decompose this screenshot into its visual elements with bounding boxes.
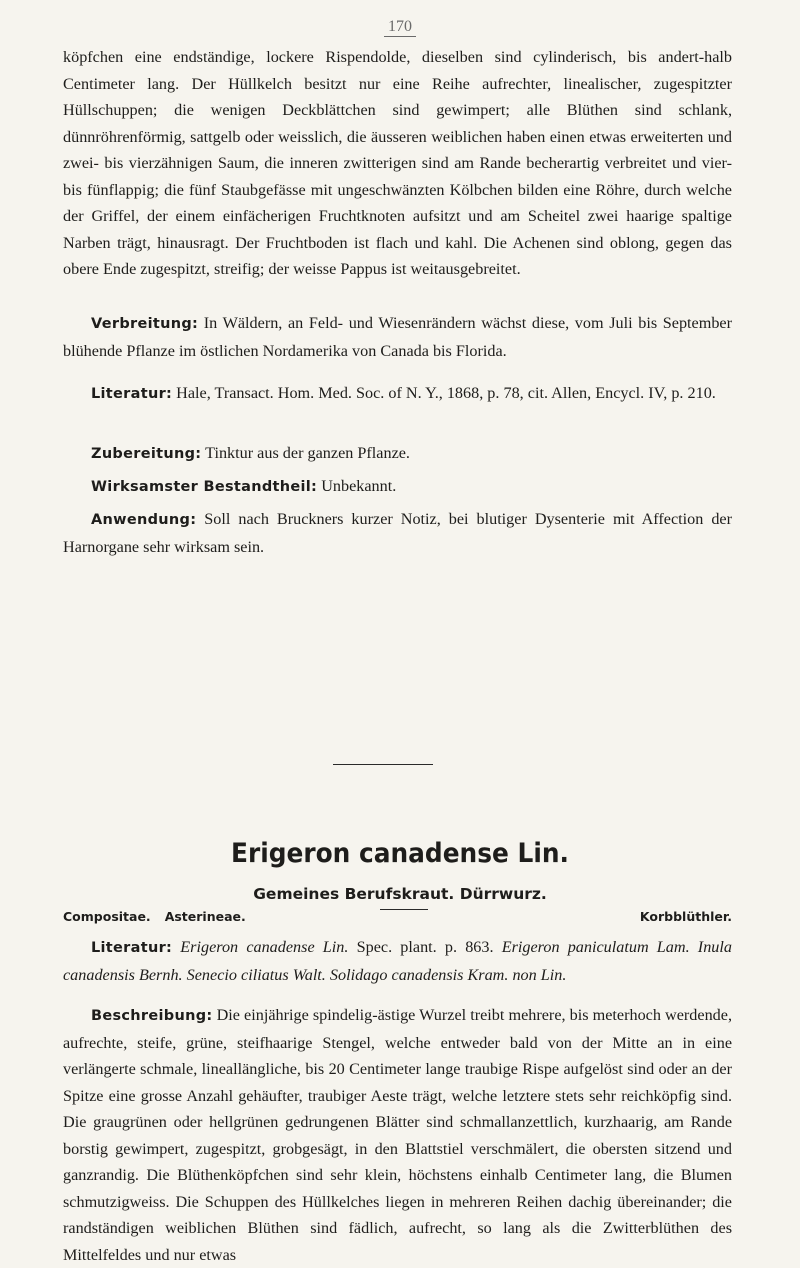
description-paragraph bbox=[63, 44, 732, 283]
verbreitung-section bbox=[63, 310, 732, 364]
group-label: Korbblüthler. bbox=[639, 909, 732, 924]
bestandtheil-text: Unbekannt. bbox=[321, 477, 397, 495]
synonym-reference: Spec. plant. p. 863. bbox=[348, 938, 502, 956]
beschreibung-label: Beschreibung: bbox=[91, 1008, 213, 1024]
tribe-label: Asterineae. bbox=[164, 909, 246, 924]
verbreitung-label: Verbreitung: bbox=[91, 316, 199, 332]
entry-subtitle: Gemeines Berufskraut. Dürrwurz. bbox=[253, 885, 547, 903]
literatur-text: Hale, Transact. Hom. Med. Soc. of N. Y., 1868, p. 78, cit. Allen, Encycl. IV, p. 210. bbox=[176, 384, 716, 402]
zubereitung-text: Tinktur aus der ganzen Pflanze. bbox=[205, 444, 410, 462]
entry-title: Erigeron canadense Lin. bbox=[230, 838, 569, 869]
literatur-section bbox=[63, 380, 732, 408]
zubereitung-section bbox=[63, 440, 732, 468]
zubereitung-label: Zubereitung: bbox=[91, 446, 202, 462]
anwendung-section bbox=[63, 506, 732, 560]
bestandtheil-section bbox=[63, 473, 732, 501]
family-label: Compositae. bbox=[63, 909, 151, 924]
bestandtheil-label: Wirksamster Bestandtheil: bbox=[91, 479, 318, 495]
description-text: köpfchen eine endständige, lockere Rispendolde, dieselben sind cylinderisch, bis andert-halb Centimeter lang. Der Hüllkelch besitzt nur eine Reihe aufrechter, linealischer, zugespitzter Hüllschuppen; die wenigen Deckblättchen sind gewimpert; alle Blüthen sind schlank, dünnröhrenförmig, sattgelb oder weisslich, die äusseren weiblichen haben einen etwas erweiterten und zwei- bis vierzähnigen Saum, die inneren zwitterigen sind am Rande becherartig verbreitet und vier- bis fünflappig; die fünf Staubgefässe mit ungeschwänzten Kölbchen bilden eine Röhre, durch welche der Griffel, der einem einfächerigen Fruchtknoten aufsitzt und am Scheitel zwei haarige spaltige Narben trägt, hinausragt. Der Fruchtboden ist flach und kahl. Die Achenen sind oblong, gegen das obere Ende zugespitzt, streifig; der weisse Pappus ist weitausgebreitet. bbox=[63, 48, 732, 278]
classification-row bbox=[63, 909, 732, 924]
classification-rule bbox=[380, 909, 428, 924]
verbreitung-text: In Wäldern, an Feld- und Wiesenrändern wächst diese, vom Juli bis September blühende Pflanze im östlichen Nordamerika von Canada bis Florida. bbox=[63, 314, 732, 360]
section-divider bbox=[333, 764, 433, 765]
anwendung-label: Anwendung: bbox=[91, 512, 197, 528]
synonym-primary: Erigeron canadense Lin. bbox=[180, 938, 349, 956]
synonym-list: Erigeron paniculatum Lam. Inula canadensis Bernh. Senecio ciliatus Walt. Solidago canadensis Kram. non Lin. bbox=[63, 938, 732, 984]
anwendung-text: Soll nach Bruckners kurzer Notiz, bei blutiger Dysenterie mit Affection der Harnorgane sehr wirksam sein. bbox=[63, 510, 732, 556]
entry-literatur-label: Literatur: bbox=[91, 940, 173, 956]
beschreibung-section bbox=[63, 1002, 732, 1268]
literatur-label: Literatur: bbox=[91, 386, 173, 402]
entry-literatur-section bbox=[63, 934, 732, 988]
page-number: 170 bbox=[0, 18, 800, 37]
beschreibung-text: Die einjährige spindelig-ästige Wurzel treibt mehrere, bis meterhoch werdende, aufrechte, steife, grüne, steifhaarige Stengel, welche entweder bald von der Mitte an in eine verlängerte schmale, lineallängliche, bis 20 Centimeter lange traubige Rispe aufgelöst sind oder an der Spitze eine grosse Anzahl gehäufter, traubiger Aeste trägt, welche letztere stets sehr reichköpfig sind. Die graugrünen oder hellgrünen gedrungenen Blätter sind schmallanzettlich, kurzhaarig, am Rande borstig gewimpert, zugespitzt, grobgesägt, in den Blattstiel verschmälert, die obersten sitzend und ganzrandig. Die Blüthenköpfchen sind sehr klein, höchstens einhalb Centimeter lang, die Blumen schmutzigweiss. Die Schuppen des Hüllkelches liegen in mehreren Reihen dachig übereinander; die randständigen weiblichen Blüthen sind fädlich, aufrecht, so lang als die Zwitterblüthen des Mittelfeldes und nur etwas bbox=[63, 1006, 732, 1264]
